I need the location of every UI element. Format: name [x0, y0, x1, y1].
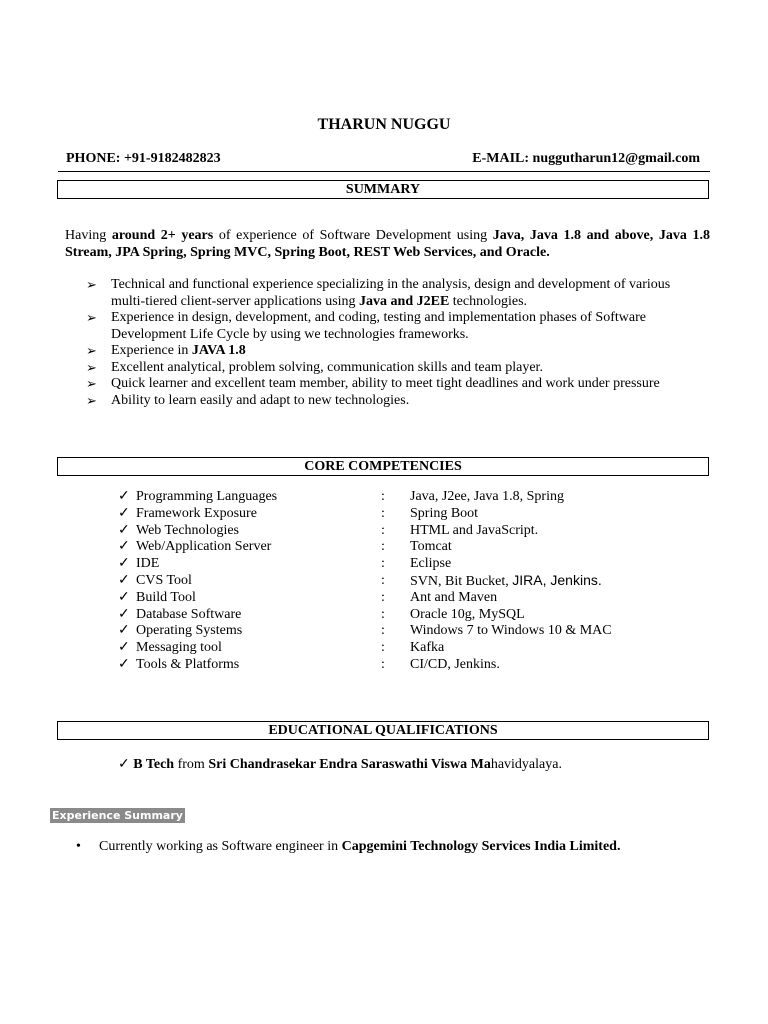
bullet-segment: Experience in — [111, 343, 192, 358]
competency-separator: : — [381, 556, 385, 572]
summary-bullet-item — [86, 310, 686, 343]
competency-row — [0, 522, 768, 539]
competency-value: CI/CD, Jenkins. — [410, 657, 500, 672]
experience-summary-heading: Experience Summary — [52, 809, 183, 822]
summary-bullet-item — [86, 393, 686, 410]
intro-segment: Java, Java 1.8 and above, Java 1.8 Stream, JPA Spring, Spring MVC, Spring Boot, REST Web Services, and Oracle. — [65, 228, 710, 260]
experience-text: Currently working as Software engineer in — [99, 839, 342, 854]
checkmark-icon: ✓ — [118, 623, 130, 639]
competency-value: Oracle 10g, MySQL — [410, 606, 525, 622]
core-competencies-heading: CORE COMPETENCIES — [57, 457, 709, 476]
contact-divider — [58, 171, 710, 172]
experience-entry — [76, 839, 620, 855]
arrow-bullet-icon: ➢ — [86, 359, 97, 375]
summary-intro — [65, 227, 710, 261]
competency-row — [0, 589, 768, 606]
bullet-segment: Ability to learn easily and adapt to new technologies. — [111, 392, 410, 408]
email-line: E-MAIL: nuggutharun12@gmail.com — [472, 151, 700, 166]
competency-row — [0, 639, 768, 656]
arrow-bullet-icon: ➢ — [86, 277, 97, 292]
bullet-segment: JAVA 1.8 — [191, 343, 246, 358]
arrow-bullet-icon: ➢ — [86, 310, 97, 325]
bullet-segment: technologies. — [449, 293, 528, 309]
competency-separator: : — [381, 522, 385, 538]
competency-value: Eclipse — [410, 556, 452, 572]
bullet-segment: Experience in design, development, and coding, testing and implementation phases of Software Development Life Cycle by using we technologies frameworks. — [111, 310, 646, 342]
competency-separator: : — [381, 606, 385, 622]
summary-bullet-item — [86, 360, 686, 377]
summary-bullet-item — [86, 343, 686, 360]
competency-separator: : — [381, 489, 385, 504]
competency-separator: : — [381, 539, 385, 555]
competency-separator: : — [381, 505, 385, 521]
company-name: Capgemini Technology Services India Limited. — [341, 839, 621, 854]
checkmark-icon: ✓ — [118, 573, 130, 588]
competency-row — [0, 606, 768, 623]
competency-label: Messaging tool — [136, 640, 222, 656]
competency-value: SVN, Bit Bucket, JIRA, Jenkins. — [410, 572, 602, 589]
intro-segment: of experience of Software Development using — [213, 228, 493, 243]
summary-bullet-list — [86, 277, 686, 409]
intro-segment: Having — [65, 228, 112, 243]
checkmark-icon: ✓ — [118, 589, 130, 605]
summary-heading: SUMMARY — [57, 180, 709, 199]
competency-row — [0, 538, 768, 555]
checkmark-icon: ✓ — [118, 657, 130, 672]
competency-value: Kafka — [410, 640, 445, 656]
competency-row — [0, 505, 768, 522]
competency-label: Operating Systems — [136, 623, 243, 639]
bullet-segment: Technical and functional experience specializing in the analysis, design and development of various multi-tiered client-server applications using — [111, 277, 671, 309]
competency-label: Tools & Platforms — [136, 657, 240, 672]
bullet-segment: Excellent analytical, problem solving, communication skills and team player. — [111, 359, 543, 375]
intro-segment: around 2+ years — [111, 228, 214, 243]
competency-label: Web Technologies — [136, 522, 239, 538]
degree-from: from — [174, 757, 209, 772]
competency-label: CVS Tool — [136, 573, 192, 588]
competency-label: Framework Exposure — [136, 505, 257, 521]
competency-separator: : — [381, 573, 385, 588]
competency-row — [0, 622, 768, 639]
competency-separator: : — [381, 589, 385, 605]
competency-separator: : — [381, 657, 385, 672]
competency-row — [0, 572, 768, 589]
checkmark-icon: ✓ — [118, 640, 130, 656]
bullet-icon: • — [76, 839, 81, 854]
bullet-segment: Quick learner and excellent team member, ability to meet tight deadlines and work under pressure — [111, 376, 660, 391]
candidate-name: THARUN NUGGU — [317, 116, 451, 133]
checkmark-icon: ✓ — [118, 539, 130, 555]
competency-value: Windows 7 to Windows 10 & MAC — [410, 623, 612, 639]
competency-row — [0, 555, 768, 572]
competency-label: Database Software — [136, 606, 242, 622]
arrow-bullet-icon: ➢ — [86, 392, 97, 408]
competency-value: Tomcat — [410, 539, 452, 555]
competency-value: Ant and Maven — [410, 589, 498, 605]
competency-value: Spring Boot — [410, 505, 479, 521]
competency-value: HTML and JavaScript. — [410, 522, 539, 538]
phone-line: PHONE: +91-9182482823 — [66, 151, 221, 166]
competency-separator: : — [381, 623, 385, 639]
education-entry — [118, 756, 562, 773]
competency-separator: : — [381, 640, 385, 656]
competency-label: Build Tool — [136, 589, 196, 605]
checkmark-icon: ✓ — [118, 489, 130, 504]
checkmark-icon: ✓ — [118, 556, 130, 572]
checkmark-icon: ✓ — [118, 522, 130, 538]
checkmark-icon: ✓ — [118, 757, 130, 772]
institution: Sri Chandrasekar Endra Saraswathi Viswa Ma — [208, 757, 491, 772]
competency-value-extra: JIRA, Jenkins. — [512, 572, 602, 588]
competency-label: IDE — [136, 556, 160, 572]
degree: B Tech — [133, 757, 175, 772]
education-heading: EDUCATIONAL QUALIFICATIONS — [57, 721, 709, 740]
arrow-bullet-icon: ➢ — [86, 343, 97, 358]
competency-row — [0, 656, 768, 673]
summary-bullet-item — [86, 376, 686, 393]
bullet-segment: Java and J2EE — [359, 293, 450, 309]
competency-row — [0, 488, 768, 505]
competency-label: Web/Application Server — [136, 539, 272, 555]
checkmark-icon: ✓ — [118, 505, 130, 521]
competency-label: Programming Languages — [136, 489, 278, 504]
checkmark-icon: ✓ — [118, 606, 130, 622]
arrow-bullet-icon: ➢ — [86, 376, 97, 391]
competency-value: Java, J2ee, Java 1.8, Spring — [410, 489, 564, 504]
institution-rest: havidyalaya. — [490, 757, 562, 772]
summary-bullet-item — [86, 277, 686, 310]
